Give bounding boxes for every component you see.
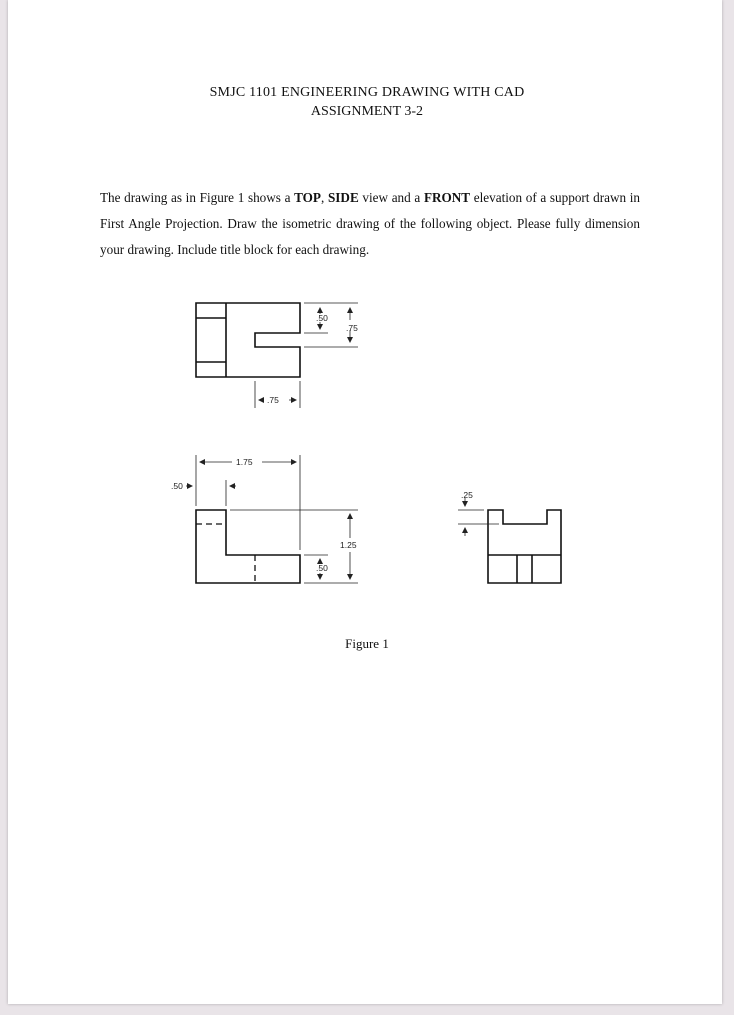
- dim-front-height: 1.25: [340, 540, 357, 550]
- dim-top-notch-width: .75: [267, 395, 279, 405]
- front-keyword: FRONT: [423, 190, 471, 205]
- top-view: [196, 303, 300, 377]
- instructions-paragraph: The drawing as in Figure 1 shows a TOP, SIDE view and a FRONT elevation of a support drawn in First Angle Projection. Draw the isometric drawing of the following object. Please fully dimension your drawing. Include title block for each drawing.: [100, 190, 641, 257]
- dim-front-width: 1.75: [236, 457, 253, 467]
- top-keyword: TOP: [294, 190, 321, 205]
- side-view: [488, 510, 561, 583]
- dim-top-notch-depth: .50: [316, 313, 328, 323]
- document-title: SMJC 1101 ENGINEERING DRAWING WITH CAD: [209, 85, 525, 100]
- dim-side-slot-depth: .25: [461, 490, 473, 500]
- dim-top-total-depth: .75: [346, 323, 358, 333]
- front-view: [196, 510, 300, 583]
- figure-caption: Figure 1: [345, 636, 389, 651]
- dim-front-base-height: .50: [316, 563, 328, 573]
- dim-front-left-offset: .50: [171, 481, 183, 491]
- front-view-dimensions: [186, 455, 358, 583]
- assignment-label: ASSIGNMENT 3-2: [310, 104, 424, 119]
- side-view-dimensions: [458, 498, 499, 536]
- side-keyword: SIDE: [327, 190, 359, 205]
- top-view-dimensions: [255, 303, 358, 408]
